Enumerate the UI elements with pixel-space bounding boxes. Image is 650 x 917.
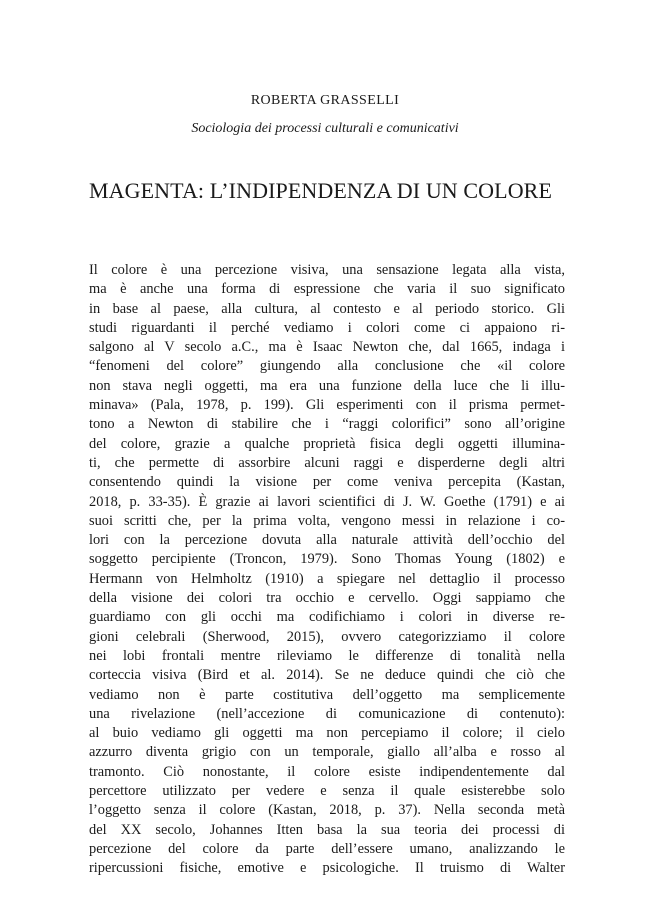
body-line: gioni celebrali (Sherwood, 2015), ovvero categorizziamo il colore bbox=[89, 628, 565, 645]
body-line: percettore utilizzato per vedere e senza il quale esisterebbe solo bbox=[89, 783, 565, 800]
body-line: non stava negli oggetti, ma era una funzione della luce che li illu- bbox=[89, 377, 565, 394]
body-line: Hermann von Helmholtz (1910) a spiegare nel dettaglio il processo bbox=[89, 570, 565, 587]
body-line: percezione del colore da parte dell’essere umano, analizzando le bbox=[89, 840, 565, 857]
body-line: “fenomeni del colore” giungendo alla conclusione che «il colore bbox=[89, 358, 565, 375]
body-line: in base al paese, alla cultura, al contesto e al periodo storico. Gli bbox=[89, 300, 565, 317]
body-line: una rivelazione (nell’accezione di comunicazione di contenuto): bbox=[89, 705, 565, 722]
article-body bbox=[89, 261, 565, 879]
body-line: Il colore è una percezione visiva, una sensazione legata alla vista, bbox=[89, 262, 565, 278]
body-line: ma è anche una forma di espressione che varia il suo significato bbox=[89, 281, 565, 298]
article-title: MAGENTA: L’INDIPENDENZA DI UN COLORE bbox=[89, 178, 552, 203]
body-line: ti, che permette di assorbire alcuni raggi e disperderne degli altri bbox=[89, 454, 565, 471]
body-line: l’oggetto senza il colore (Kastan, 2018, p. 37). Nella seconda metà bbox=[89, 802, 565, 819]
body-line: del colore, grazie a qualche proprietà fisica degli oggetti illumina- bbox=[89, 435, 565, 452]
body-line: nei lobi frontali mentre rileviamo le differenze di tonalità nella bbox=[89, 647, 565, 664]
body-line: tono a Newton di stabilire che i “raggi colorifici” sono all’origine bbox=[89, 416, 565, 433]
body-line: tramonto. Ciò nonostante, il colore esiste indipendentemente dal bbox=[89, 763, 565, 780]
body-line: studi riguardanti il perché vediamo i colori come ci appaiono ri- bbox=[89, 319, 565, 336]
body-line: lori con la percezione dovuta alla naturale attività dell’occhio del bbox=[89, 532, 565, 549]
body-line: ripercussioni fisiche, emotive e psicologiche. Il truismo di Walter bbox=[89, 860, 565, 877]
body-line: azzurro diventa grigio con un temporale, giallo all’alba e rosso al bbox=[89, 744, 565, 761]
body-line: al buio vediamo gli oggetti ma non percepiamo il colore; il cielo bbox=[89, 725, 565, 742]
body-line: soggetto percipiente (Troncon, 1979). Sono Thomas Young (1802) e bbox=[89, 551, 565, 568]
body-line: minava» (Pala, 1978, p. 199). Gli esperimenti con il prisma permet- bbox=[89, 397, 565, 414]
body-line: guardiamo con gli occhi ma codifichiamo i colori in diverse re- bbox=[89, 609, 565, 626]
body-line: del XX secolo, Johannes Itten basa la sua teoria dei processi di bbox=[89, 821, 565, 838]
body-line: suoi scritti che, per la prima volta, vengono messi in relazione i co- bbox=[89, 512, 565, 529]
body-line: consentendo quindi la visione per come veniva percepita (Kastan, bbox=[89, 474, 565, 491]
body-line: salgono al V secolo a.C., ma è Isaac Newton che, dal 1665, indaga i bbox=[89, 339, 565, 356]
body-line: della visione dei colori tra occhio e cervello. Oggi sappiamo che bbox=[89, 590, 565, 607]
body-line: 2018, p. 33-35). È grazie ai lavori scientifici di J. W. Goethe (1791) e ai bbox=[89, 493, 565, 510]
author-name: ROBERTA GRASSELLI bbox=[250, 93, 400, 108]
body-line: corteccia visiva (Bird et al. 2014). Se ne deduce quindi che ciò che bbox=[89, 667, 565, 684]
body-line: vediamo non è parte costitutiva dell’oggetto ma semplicemente bbox=[89, 686, 565, 703]
author-affiliation: Sociologia dei processi culturali e comunicativi bbox=[191, 121, 459, 136]
